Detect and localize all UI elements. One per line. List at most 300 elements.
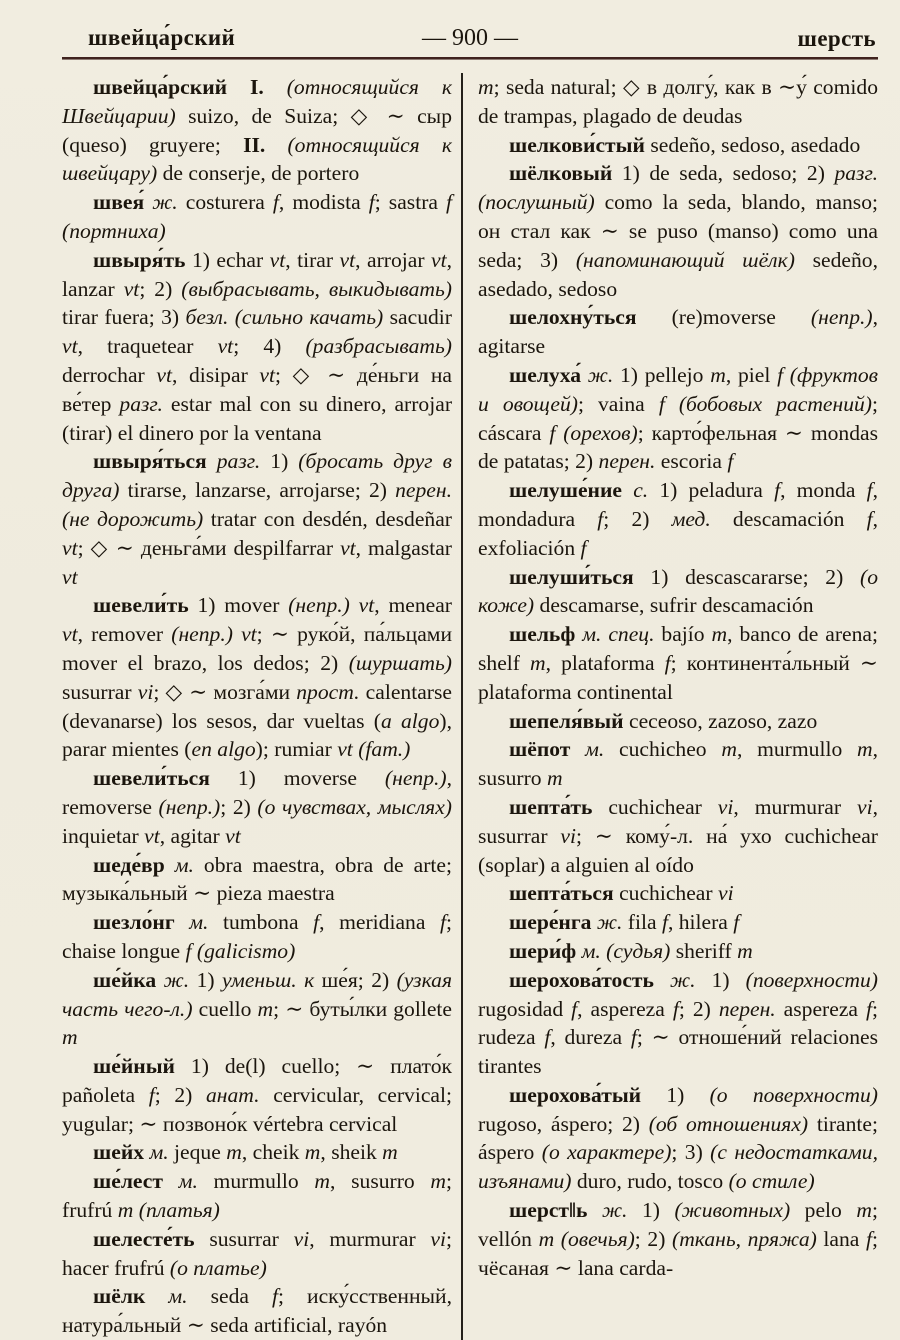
entry-text-run: (о чувствах, мыслях) [257, 794, 452, 819]
entry-text-run: ); rumiar [255, 737, 338, 762]
entry-text-run: шезло́нг [93, 910, 190, 935]
entry-text-run: ; континента́льный ∼ plataforma continental [478, 650, 878, 704]
entry-text-run: шелуше́ние [509, 478, 634, 503]
entry-text-run: перен. (не дорожить) [62, 478, 452, 531]
entry-text-run: vi [717, 881, 734, 906]
dictionary-entry [62, 73, 452, 188]
entry-text-run: sacudir [383, 305, 452, 330]
entry-text-run: , hilera [667, 910, 734, 935]
entry-text-run: , murmurar [733, 794, 857, 819]
entry-text-run: vt [62, 564, 78, 589]
entry-text-run: f [272, 190, 279, 215]
entry-text-run: pelo [790, 1198, 857, 1223]
entry-text-run: м. [585, 737, 605, 762]
entry-text-run: cuchicheo [604, 737, 722, 762]
entry-text-run: vt [431, 247, 447, 272]
entry-text-run: ; ◇ ∼ мозга́ми [153, 679, 297, 704]
dictionary-entry [478, 361, 878, 476]
entry-text-run: , plataforma [545, 650, 665, 675]
entry-text-run: f (galicismo) [185, 938, 296, 963]
entry-text-run: jeque [168, 1140, 227, 1165]
dictionary-entry [478, 879, 878, 908]
entry-text-run: 1) peladura [648, 478, 775, 503]
entry-text-run: ше́йный [93, 1054, 175, 1079]
entry-text-run: шепта́ть [509, 794, 593, 819]
entry-text-run: шепта́ться [509, 881, 614, 906]
entry-text-run: (узкая часть чего-л.) [62, 967, 452, 1021]
entry-text-run: (о платье) [169, 1255, 267, 1280]
entry-text-run: susurrar [62, 679, 138, 704]
dictionary-entry [478, 1196, 878, 1282]
header-rule [62, 57, 878, 60]
entry-text-run: (непр.) [384, 766, 447, 791]
entry-text-run: ceceoso, zazoso, zazo [623, 708, 818, 733]
entry-text-run: vt [156, 362, 172, 387]
dictionary-entry [478, 735, 878, 793]
entry-text-run: , susurrar [478, 794, 878, 848]
dictionary-entry [62, 908, 452, 966]
entry-text-run: vi [430, 1226, 446, 1251]
entry-text-run: (шуршать) [348, 650, 452, 675]
entry-text-run: m [226, 1140, 242, 1165]
entry-text-run: murmullo [197, 1169, 315, 1194]
entry-text-run: 1) pellejo [613, 362, 711, 387]
entry-text-run: 1) echar [185, 247, 270, 272]
entry-text-run: sheriff [670, 938, 738, 963]
entry-text-run: 1) [260, 449, 299, 474]
entry-text-run: m [710, 362, 726, 387]
entry-text-run: шепеля́вый [509, 708, 624, 733]
entry-text-run: m [737, 938, 753, 963]
entry-text-run: , dureza [550, 1025, 631, 1050]
entry-text-run: ; vaina [577, 391, 659, 416]
entry-text-run: ; ∼ кому́-л. на́ ухо cuchichear (soplar) a alguien al oído [478, 823, 878, 877]
entry-text-run: ; ◇ ∼ деньга́ми despilfarrar [77, 535, 341, 560]
entry-text-run: (о поверхности) [709, 1082, 878, 1107]
entry-text-run: (поверхности) [745, 967, 878, 992]
entry-text-run: , traquetear [77, 334, 218, 359]
entry-text-run: m [257, 996, 274, 1021]
entry-text-run: м. (судья) [581, 938, 671, 963]
entry-text-run: tirante; áspero [478, 1111, 878, 1165]
entry-text-run: vt [217, 334, 234, 359]
entry-text-run: м. [174, 852, 194, 877]
entry-text-run: ; frufrú [62, 1169, 452, 1223]
entry-text-run: 1) [695, 967, 746, 992]
entry-text-run: , exfoliación [478, 506, 878, 560]
entry-text-run: vt [62, 535, 78, 560]
entry-text-run: 1) moverse [209, 766, 385, 791]
entry-text-run: f [865, 996, 872, 1021]
entry-text-run: , murmurar [309, 1226, 431, 1251]
entry-text-run: m [546, 766, 563, 791]
entry-text-run: , removerse [62, 766, 452, 819]
dictionary-entry [62, 1138, 452, 1167]
entry-text-run: ; hacer frufrú [62, 1226, 452, 1280]
entry-text-run: , murmullo [736, 737, 857, 762]
entry-text-run: , susurro [330, 1169, 431, 1194]
entry-text-run: ; seda natural; ◇ в долгу́, как в ∼у́ comido de trampas, plagado de deudas [478, 75, 878, 128]
entry-text-run: (относящийся к Швейцарии) [62, 75, 452, 128]
entry-text-run: a algo [380, 708, 440, 733]
entry-text-run: ше́лест [93, 1169, 179, 1194]
entry-text-run: ж. [596, 910, 623, 935]
entry-text-run: шерохова́тый [509, 1082, 642, 1107]
entry-text-run: 1) descascararse; 2) [633, 564, 860, 589]
entry-text-run: шейх [93, 1140, 150, 1165]
entry-text-run: , susurro [478, 737, 879, 791]
entry-text-run: (об отношениях) [648, 1111, 809, 1136]
entry-text-run: inquietar [62, 823, 145, 848]
entry-text-run: ; иску́сственный, натура́льный ∼ seda artificial, rayón [62, 1284, 452, 1338]
entry-text-run: f [544, 1025, 551, 1050]
entry-text-run: vt [62, 334, 78, 359]
entry-text-run: vi [137, 679, 154, 704]
entry-text-run: , monda [780, 478, 867, 503]
entry-text-run: tumbona [208, 910, 314, 935]
entry-text-run: m [478, 75, 494, 99]
entry-text-run: (ткань, пряжа) [672, 1226, 817, 1251]
entry-text-run: descamarse, sufrir descamación [534, 593, 814, 618]
entry-text-run: ше́я; 2) [314, 967, 397, 992]
right-column [461, 73, 878, 1340]
entry-text-run: (непр.) vt [171, 622, 257, 647]
entry-text-run: susurrar [194, 1226, 294, 1251]
entry-text-run: f [866, 506, 873, 531]
entry-text-run: suizo, de Suiza; ◇ ∼ сыр (queso) gruyere; [62, 103, 452, 157]
entry-text-run: , agitarse [478, 305, 878, 359]
entry-text-run: ; ◇ ∼ де́ньги на ве́тер [62, 362, 453, 416]
entry-text-run: (непр.) [810, 305, 873, 330]
dictionary-entry [478, 476, 878, 562]
entry-text-run: vt [225, 823, 241, 848]
entry-text-run: , mondadura [478, 478, 878, 531]
entry-text-run: vt [339, 247, 356, 272]
entry-text-run: 1) [189, 967, 222, 992]
dictionary-entry [478, 793, 878, 879]
entry-text-run: rugosidad [478, 996, 572, 1021]
entry-text-run: ; 2) [678, 996, 719, 1021]
dictionary-entry [62, 591, 452, 764]
dictionary-entry [478, 908, 878, 937]
entry-text-run: f [368, 190, 375, 215]
entry-text-run: duro, rudo, tosco [571, 1169, 729, 1194]
entry-text-run: seda [187, 1284, 273, 1309]
entry-text-run: vi [293, 1226, 310, 1251]
entry-text-run: (относящийся к швейцару) [62, 132, 453, 186]
entry-text-run: f [727, 449, 734, 474]
entry-text-run: (напоминающий шёлк) [575, 247, 795, 272]
entry-text-run: vi [717, 794, 734, 819]
entry-text-run: ; карто́фельная ∼ mondas de patatas; 2) [478, 420, 879, 474]
entry-text-run: f [571, 996, 578, 1021]
entry-text-run: , aspereza [577, 996, 673, 1021]
entry-text-run: f [664, 650, 671, 675]
entry-text-run: f [580, 535, 587, 560]
entry-text-run: vt (fam.) [337, 737, 411, 762]
entry-text-run: f [148, 1082, 155, 1107]
entry-text-run: ; ∼ руко́й, па́льцами mover el brazo, los dedos; 2) [62, 622, 453, 675]
entry-text-run: м. [149, 1140, 169, 1165]
entry-text-run: costurera [177, 190, 273, 215]
entry-text-run: , cheik [241, 1140, 305, 1165]
entry-text-run: (выбрасывать, выкидывать) [181, 276, 452, 301]
entry-text-run: vi [560, 823, 576, 848]
entry-text-run: f [733, 910, 740, 935]
entry-text-run: (о коже) [478, 564, 878, 618]
dictionary-entry [62, 188, 452, 246]
entry-text-run: шерст‖ь [509, 1198, 602, 1223]
entry-text-run: f (бобовых растений) [658, 391, 872, 416]
entry-text-run: , modista [278, 190, 369, 215]
entry-text-run: , banco de arena; shelf [478, 622, 878, 675]
dictionary-entry [478, 73, 878, 131]
entry-text-run: obra maestra, obra de arte; музыка́льный ∼ pieza maestra [62, 852, 453, 906]
entry-text-run: m (платья) [117, 1198, 220, 1223]
entry-text-run: tirarse, lanzarse, arrojarse; 2) [119, 478, 396, 503]
entry-text-run: rugoso, áspero; 2) [478, 1111, 649, 1136]
entry-text-run: m [856, 1198, 872, 1223]
entry-text-run: м. спец. [582, 622, 655, 647]
entry-text-run: 1) de seda, sedoso; 2) [612, 161, 835, 186]
dictionary-entry [62, 851, 452, 909]
entry-text-run: (с недостатками, изъянами) [478, 1140, 878, 1194]
entry-text-run: 1) [641, 1082, 710, 1107]
dictionary-entry [478, 563, 878, 621]
entry-text-run: m [530, 650, 546, 675]
entry-text-run: vi [856, 794, 873, 819]
entry-text-run: , sheik [320, 1140, 383, 1165]
entry-text-run: de conserje, de portero [157, 161, 360, 186]
entry-text-run: , remover [77, 622, 172, 647]
entry-text-run: разг. [216, 449, 261, 474]
entry-text-run: , arrojar [355, 247, 431, 272]
entry-text-run: , menear [374, 593, 452, 618]
entry-text-run: ; 2) [603, 506, 672, 531]
entry-text-run: (непр.) vt [288, 593, 375, 618]
entry-text-run: aspereza [775, 996, 866, 1021]
entry-text-run: vt [269, 247, 286, 272]
entry-text-run: (животных) [674, 1198, 791, 1223]
entry-text-run: cervicular, cervical; yugular; ∼ позвоно́к vértebra cervical [62, 1082, 452, 1136]
dictionary-entry [478, 303, 878, 361]
entry-text-run: (о стиле) [728, 1169, 815, 1194]
entry-text-run: швейца́рский I. [93, 75, 287, 99]
entry-text-run: шевели́ть [93, 593, 189, 618]
entry-text-run: cuello [192, 996, 258, 1021]
entry-text-run: разг. [119, 391, 163, 416]
entry-text-run: ; vellón [478, 1198, 878, 1251]
entry-text-run: f [866, 478, 873, 503]
entry-text-run: швыря́ться [93, 449, 217, 474]
entry-text-run: m (овечья) [538, 1226, 635, 1251]
entry-text-run: calentarse (devanarse) los sesos, dar vueltas ( [62, 679, 452, 733]
dictionary-entry [62, 447, 452, 591]
entry-text-run: м. [189, 910, 209, 935]
guide-word-left: швейца́рский [88, 25, 236, 50]
entry-text-run: 1) de(l) cuello; ∼ плато́к pañoleta [62, 1054, 452, 1107]
entry-text-run: f [313, 910, 320, 935]
entry-text-run: m [430, 1169, 446, 1194]
entry-text-run: II. [243, 132, 288, 157]
entry-text-run: ше́йка [93, 967, 164, 992]
entry-text-run: прост. [296, 679, 360, 704]
entry-text-run: escoria [655, 449, 728, 474]
entry-text-run: (непр.) [158, 794, 221, 819]
entry-text-run: (о характере) [541, 1140, 672, 1165]
dictionary-entry [478, 620, 878, 706]
entry-text-run: м. [178, 1169, 198, 1194]
entry-text-run: ; чёсаная ∼ lana carda- [478, 1226, 878, 1280]
entry-text-run: анат. [206, 1082, 260, 1107]
entry-text-run: vt [259, 362, 275, 387]
dictionary-columns [62, 73, 878, 1340]
entry-text-run: vt [144, 823, 160, 848]
entry-text-run: fila [622, 910, 662, 935]
entry-text-run: m [857, 737, 873, 762]
entry-text-run: vt [62, 622, 78, 647]
entry-text-run: ; 4) [233, 334, 306, 359]
entry-text-run: (разбрасывать) [305, 334, 452, 359]
entry-text-run: , agitar [159, 823, 226, 848]
entry-text-run: шёлк [93, 1284, 169, 1309]
entry-text-run: cuchichear [613, 881, 718, 906]
entry-text-run: sedeño, asedado, sedoso [478, 247, 879, 301]
entry-text-run: cuchichear [592, 794, 718, 819]
entry-text-run: f [439, 910, 446, 935]
entry-text-run: шелкови́стый [509, 132, 645, 157]
entry-text-run: (бросать друг в друга) [62, 449, 452, 503]
dictionary-entry [62, 1167, 452, 1225]
entry-text-run: шелуха́ [509, 362, 588, 387]
entry-text-run: f (орехов) [549, 420, 638, 445]
entry-text-run: перен. [718, 996, 776, 1021]
entry-text-run: como la seda, blando, manso; он стал как ∼ se puso (manso) como una seda; 3) [478, 190, 878, 272]
entry-text-run: ; chaise longue [62, 910, 452, 963]
dictionary-entry [62, 764, 452, 850]
entry-text-run: m [304, 1140, 321, 1165]
entry-text-run: шёлковый [509, 161, 613, 186]
entry-text-run: разг. (послушный) [478, 161, 878, 215]
entry-text-run: перен. [598, 449, 656, 474]
entry-text-run: vt [123, 276, 140, 301]
dictionary-entry [62, 966, 452, 1052]
entry-text-run: шельф [509, 622, 583, 647]
dictionary-entry [478, 131, 878, 160]
entry-text-run: ; ∼ отноше́ний relaciones tirantes [478, 1025, 879, 1079]
entry-text-run: с. [633, 478, 649, 503]
entry-text-run: ; 2) [154, 1082, 206, 1107]
entry-text-run: bajío [654, 622, 712, 647]
entry-text-run: , meridiana [319, 910, 440, 935]
entry-text-run: f [597, 506, 604, 531]
entry-text-run: безл. (сильно качать) [185, 305, 384, 330]
entry-text-run: шерохова́тость [509, 967, 671, 992]
entry-text-run: шёпот [509, 737, 586, 762]
entry-text-run: m [721, 737, 737, 762]
entry-text-run: , lanzar [62, 247, 452, 301]
entry-text-run: m [711, 622, 728, 647]
dictionary-entry [478, 1081, 878, 1196]
dictionary-entry [62, 246, 452, 448]
entry-text-run: descamación [710, 506, 867, 531]
entry-text-run: (re)moverse [636, 305, 811, 330]
entry-text-run: шери́ф [509, 938, 582, 963]
dictionary-entry [478, 707, 878, 736]
dictionary-entry [478, 937, 878, 966]
entry-text-run: f [272, 1284, 279, 1309]
entry-text-run: m [382, 1140, 398, 1165]
entry-text-run: шелохну́ться [509, 305, 637, 330]
entry-text-run: 1) [627, 1198, 675, 1223]
entry-text-run: f [672, 996, 679, 1021]
entry-text-run: ; 3) [671, 1140, 711, 1165]
entry-text-run: шелесте́ть [93, 1226, 195, 1251]
entry-text-run: m [62, 1025, 78, 1050]
entry-text-run: , tirar [285, 247, 340, 272]
entry-text-run: f (портниха) [62, 190, 453, 243]
entry-text-run: ; 2) [139, 276, 182, 301]
entry-text-run: швея́ [93, 190, 153, 215]
entry-text-run: lana [816, 1226, 866, 1251]
entry-text-run: f [866, 1226, 872, 1251]
dictionary-entry [62, 1225, 452, 1283]
entry-text-run: ; ∼ буты́лки gollete [273, 996, 453, 1021]
entry-text-run: шеде́вр [93, 852, 175, 877]
entry-text-run: шелуши́ться [509, 564, 634, 589]
entry-text-run: f [630, 1025, 637, 1050]
entry-text-run: мед. [671, 506, 711, 531]
dictionary-entry [62, 1052, 452, 1138]
dictionary-entry [478, 966, 878, 1081]
entry-text-run: швыря́ть [93, 247, 186, 272]
entry-text-run: ; cáscara [478, 391, 878, 445]
entry-text-run: ж. [670, 967, 696, 992]
left-column [62, 73, 461, 1340]
page-number: — 900 — [422, 25, 518, 51]
entry-text-run: м. [168, 1284, 188, 1309]
entry-text-run: estar mal con su dinero, arrojar (tirar) el dinero por la ventana [62, 391, 453, 445]
entry-text-run: f [661, 910, 668, 935]
entry-text-run: sedeño, sedoso, asedado [644, 132, 861, 157]
entry-text-run: ж. [152, 190, 178, 215]
entry-text-run: ; sastra [374, 190, 447, 215]
entry-text-run: m [314, 1169, 331, 1194]
entry-text-run: ж. [163, 967, 190, 992]
entry-text-run: derrochar [62, 362, 157, 387]
entry-text-run: ; rudeza [478, 996, 878, 1050]
dictionary-entry [478, 159, 878, 303]
entry-text-run: 1) mover [188, 593, 289, 618]
running-head [62, 25, 878, 56]
entry-text-run: , disipar [171, 362, 260, 387]
entry-text-run: en algo [191, 737, 256, 762]
entry-text-run: ж. [587, 362, 614, 387]
entry-text-run: шере́нга [509, 910, 597, 935]
entry-text-run: ; 2) [634, 1226, 672, 1251]
entry-text-run: f (фруктов и овощей) [478, 362, 878, 416]
entry-text-run: ж. [601, 1198, 628, 1223]
entry-text-run: f [774, 478, 781, 503]
entry-text-run: , malgastar [355, 535, 452, 560]
entry-text-run: tratar con desdén, desdeñar [203, 506, 452, 531]
entry-text-run: шевели́ться [93, 766, 210, 791]
guide-word-right: шерсть [797, 26, 876, 51]
entry-text-run: tirar fuera; 3) [62, 305, 186, 330]
dictionary-entry [62, 1282, 452, 1340]
entry-text-run: уменьш. к [222, 967, 315, 992]
entry-text-run: ; 2) [220, 794, 258, 819]
